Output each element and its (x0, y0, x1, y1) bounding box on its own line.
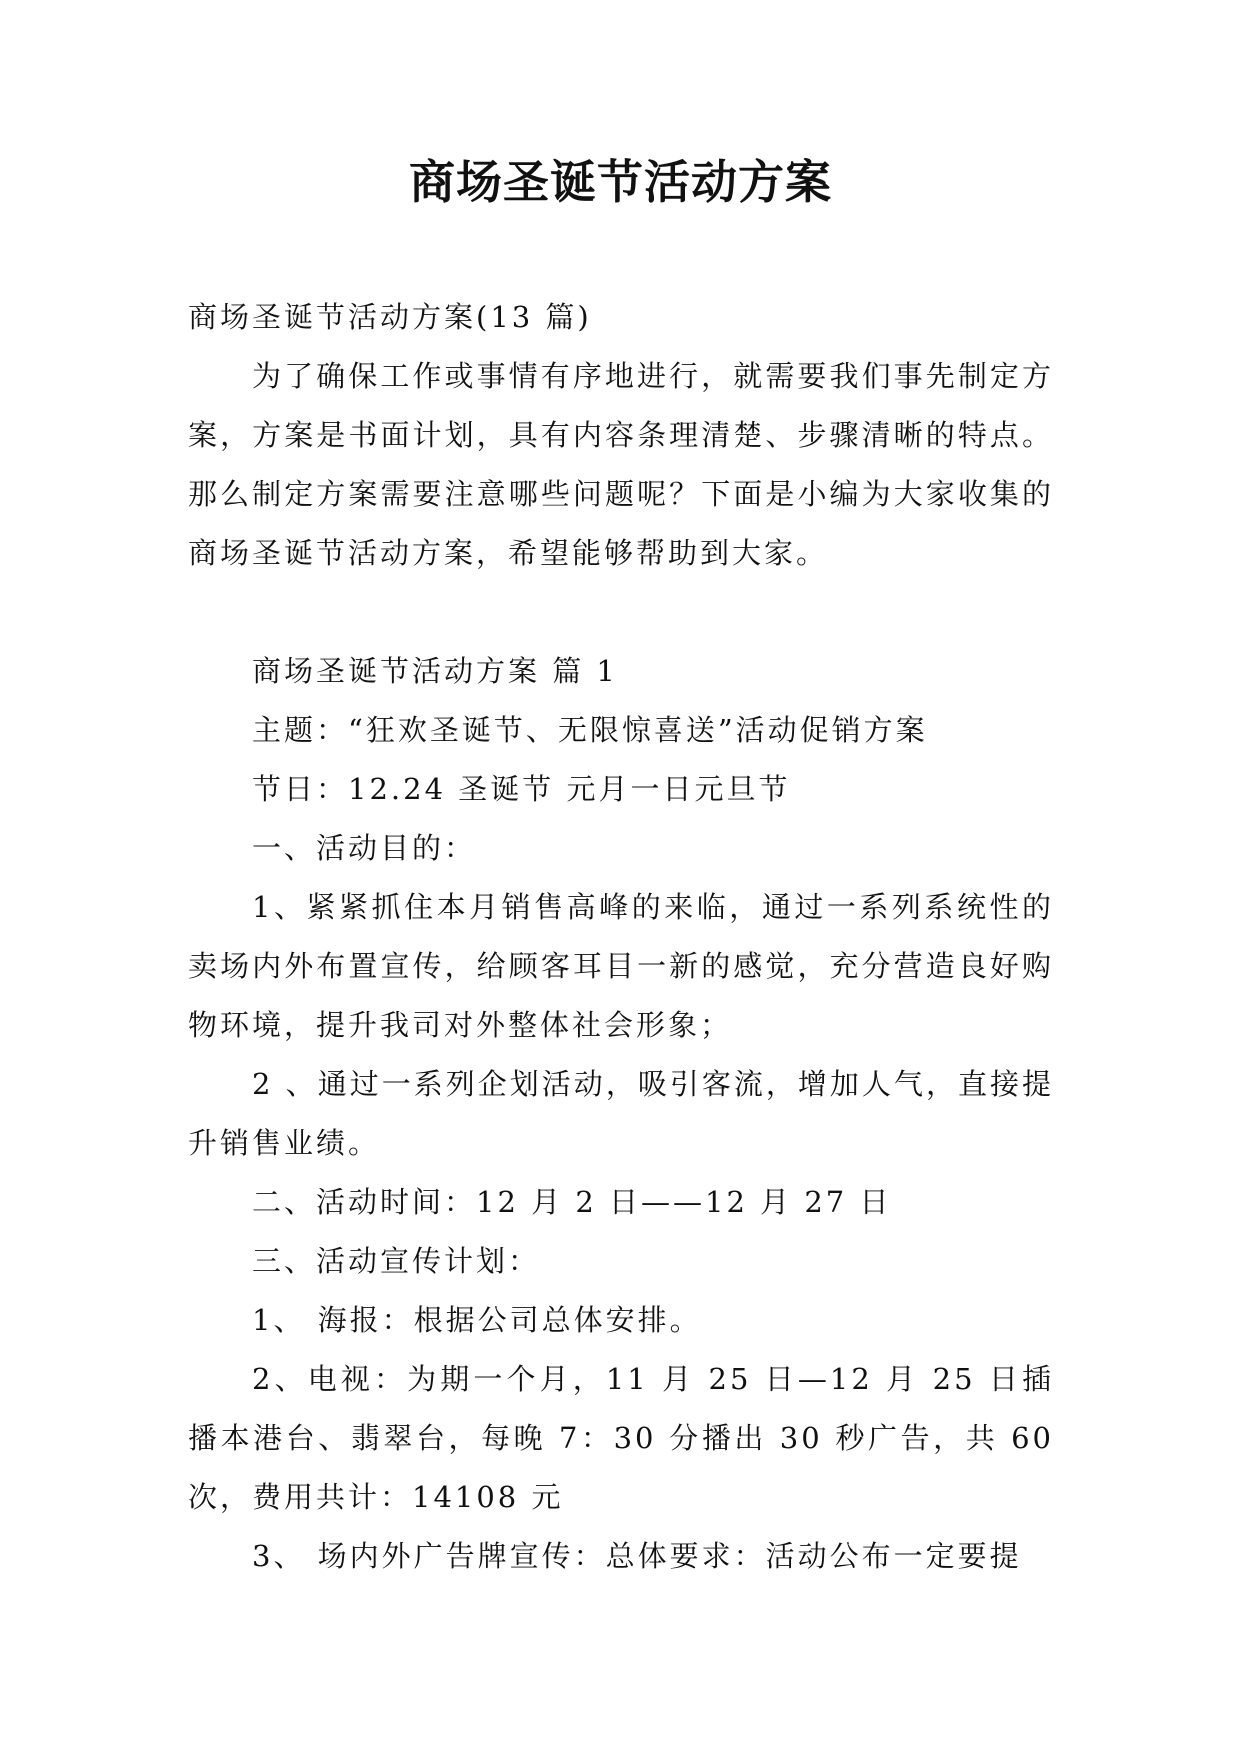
paragraph-10: 三、活动宣传计划： (252, 1244, 541, 1278)
paragraph-6: 一、活动目的： (252, 831, 477, 865)
paragraph-7: 1、紧紧抓住本月销售高峰的来临，通过一系列系统性的卖场内外布置宣传，给顾客耳目一新的感觉，充分营造良好购物环境，提升我司对外整体社会形象； (188, 890, 1054, 1042)
paragraph-11: 1、 海报：根据公司总体安排。 (252, 1303, 702, 1337)
paragraph-9: 二、活动时间：12 月 2 日——12 月 27 日 (252, 1185, 892, 1219)
paragraph-1: 为了确保工作或事情有序地进行，就需要我们事先制定方案，方案是书面计划，具有内容条理清楚、步骤清晰的特点。那么制定方案需要注意哪些问题呢？下面是小编为大家收集的商场圣诞节活动方案，希望能够帮助到大家。 (188, 359, 1054, 570)
paragraph-4: 主题：“狂欢圣诞节、无限惊喜送”活动促销方案 (252, 713, 928, 747)
paragraph-12: 2、电视：为期一个月，11 月 25 日—12 月 25 日插播本港台、翡翠台，每晚 7：30 分播出 30 秒广告，共 60 次，费用共计：14108 元 (188, 1362, 1054, 1514)
paragraph-8: 2 、通过一系列企划活动，吸引客流，增加人气，直接提升销售业绩。 (188, 1067, 1054, 1160)
document-body (188, 288, 1054, 1586)
paragraph-5: 节日：12.24 圣诞节 元月一日元旦节 (252, 772, 791, 806)
paragraph-gap (188, 583, 1054, 642)
paragraph-0: 商场圣诞节活动方案(13 篇) (188, 300, 592, 334)
paragraph-3: 商场圣诞节活动方案 篇 1 (252, 654, 618, 688)
page-title: 商场圣诞节活动方案 (409, 155, 832, 209)
paragraph-13: 3、 场内外广告牌宣传：总体要求：活动公布一定要提 (252, 1539, 1022, 1573)
